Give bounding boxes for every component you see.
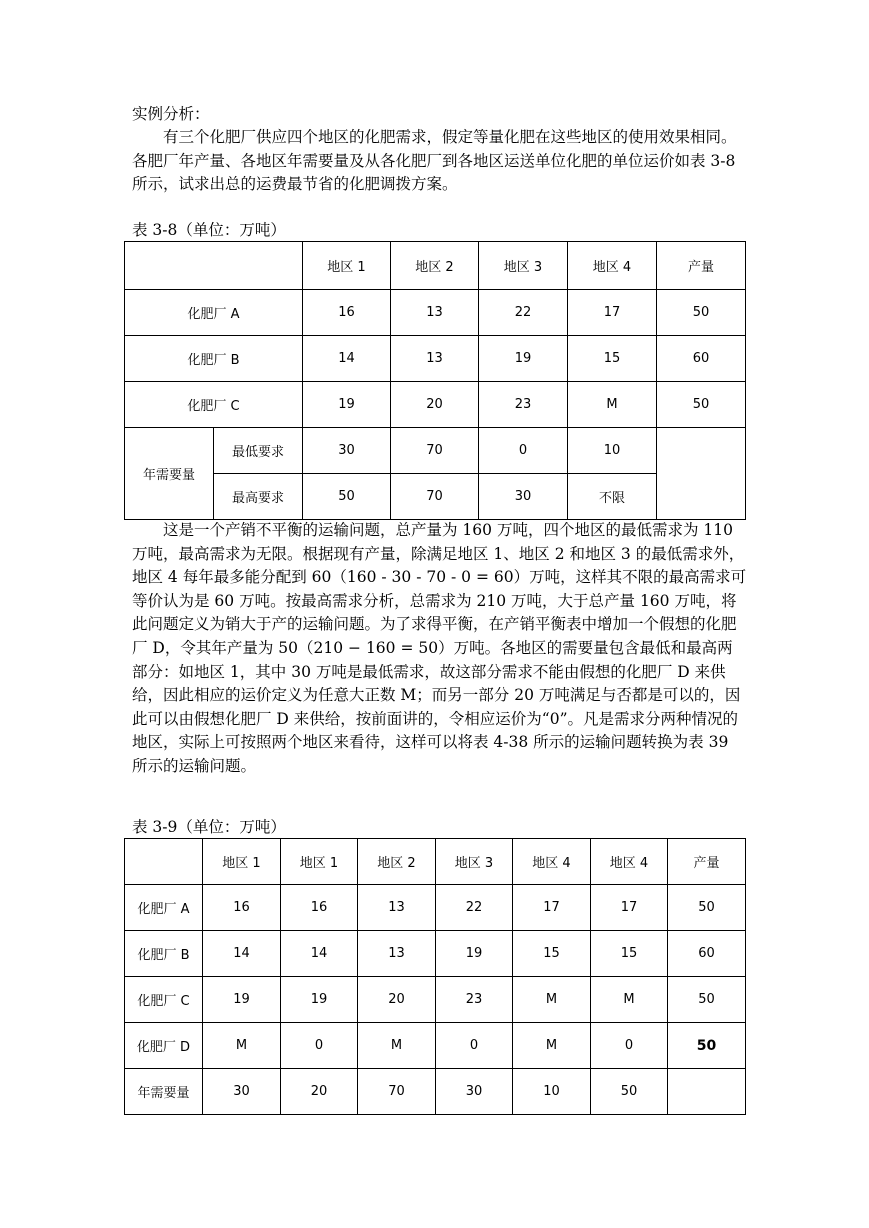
- table-header-row: [125, 839, 746, 885]
- table-cell: 50: [657, 290, 746, 336]
- table-cell: 15: [568, 336, 657, 382]
- header-cell: 地区 3: [436, 839, 513, 885]
- min-label: 最低要求: [214, 428, 303, 474]
- corner-cell: [125, 242, 303, 290]
- header-cell: 产量: [668, 839, 746, 885]
- table-cell: 19: [281, 977, 358, 1023]
- table-cell: 30: [303, 428, 391, 474]
- table-cell: M: [203, 1023, 281, 1069]
- table1-caption: 表 3-8（单位：万吨）: [132, 221, 286, 239]
- header-cell: 地区 1: [281, 839, 358, 885]
- table-cell: 50: [668, 885, 746, 931]
- header-cell: 产量: [657, 242, 746, 290]
- table-row: [125, 290, 746, 336]
- table-cell: 50: [668, 1023, 746, 1069]
- table-cell: 19: [479, 336, 568, 382]
- table-cell: 17: [591, 885, 668, 931]
- table-cell: 0: [591, 1023, 668, 1069]
- table-cell: 50: [591, 1069, 668, 1115]
- header-cell: 地区 4: [568, 242, 657, 290]
- table-cell: 13: [358, 885, 436, 931]
- table-cell: 50: [668, 977, 746, 1023]
- table-cell: M: [358, 1023, 436, 1069]
- table-cell: M: [591, 977, 668, 1023]
- table-cell: 60: [668, 931, 746, 977]
- row-label: 化肥厂 B: [125, 336, 303, 382]
- table-cell: 10: [513, 1069, 591, 1115]
- table-cell: 17: [568, 290, 657, 336]
- table-cell: 23: [436, 977, 513, 1023]
- table-cell: 50: [303, 474, 391, 520]
- equation-2: 210 − 160 = 50: [313, 638, 439, 657]
- table-cell: M: [513, 1023, 591, 1069]
- body-paragraph: [132, 519, 747, 779]
- table-cell: 14: [303, 336, 391, 382]
- row-label: 化肥厂 C: [125, 382, 303, 428]
- header-cell: 地区 3: [479, 242, 568, 290]
- table-cell: 70: [391, 428, 479, 474]
- table-cell: 16: [203, 885, 281, 931]
- table-row: [125, 428, 746, 474]
- table-cell: 30: [479, 474, 568, 520]
- table-cell: 19: [203, 977, 281, 1023]
- demand-label: 年需要量: [125, 428, 214, 520]
- table-cell: 10: [568, 428, 657, 474]
- table-cell: M: [513, 977, 591, 1023]
- table-cell: 13: [391, 336, 479, 382]
- corner-cell: [125, 839, 203, 885]
- table-cell: 14: [281, 931, 358, 977]
- empty-cell: [657, 428, 746, 520]
- body-text: ）万吨。各地区的需要量包含最低和最高两部分：如地区 1，其中 30 万吨是最低需求，故这部分需求不能由假想的化肥厂 D 来供给，因此相应的运价定义为任意大正数 M；而另一部分 20 万吨满足与否都是可以的，因此可以由假想化肥厂 D 来供给，按前面讲的，令相应运价为“0”。凡是需求分两种情况的地区，实际上可按照两个地区来看待，这样可以将表 4-38 所示的运输问题转换为表 39 所示的运输问题。: [132, 638, 741, 775]
- table-cell: 19: [436, 931, 513, 977]
- table-cell: 16: [303, 290, 391, 336]
- row-label: 化肥厂 A: [125, 885, 203, 931]
- section-heading: 实例分析：: [132, 105, 210, 123]
- table-cell: 60: [657, 336, 746, 382]
- table-3-8: [124, 241, 746, 520]
- table-cell: 20: [358, 977, 436, 1023]
- table-cell: 19: [303, 382, 391, 428]
- table-cell: 14: [203, 931, 281, 977]
- header-cell: 地区 1: [203, 839, 281, 885]
- row-label: 化肥厂 C: [125, 977, 203, 1023]
- table-cell: 0: [436, 1023, 513, 1069]
- header-cell: 地区 2: [358, 839, 436, 885]
- table-cell: 70: [391, 474, 479, 520]
- table-row: [125, 336, 746, 382]
- body-text: 这是一个产销不平衡的运输问题，总产量为 160 万吨，四个地区的最低需求为 110 万吨，最高需求为无限。根据现有产量，除满足地区 1、地区 2 和地区 3 的最低需求外，地区 4 每年最多能分配到 60（: [132, 521, 745, 587]
- table-cell: 0: [281, 1023, 358, 1069]
- table2-caption: 表 3-9（单位：万吨）: [132, 818, 286, 836]
- table-cell: 30: [203, 1069, 281, 1115]
- table-cell: 70: [358, 1069, 436, 1115]
- header-cell: 地区 4: [591, 839, 668, 885]
- table-cell: M: [568, 382, 657, 428]
- table-cell: 16: [281, 885, 358, 931]
- table-row: [125, 885, 746, 931]
- header-cell: 地区 1: [303, 242, 391, 290]
- table-cell: 13: [391, 290, 479, 336]
- row-label: 化肥厂 B: [125, 931, 203, 977]
- table-cell: 20: [391, 382, 479, 428]
- demand-label: 年需要量: [125, 1069, 203, 1115]
- table-cell: 15: [513, 931, 591, 977]
- table-row: [125, 931, 746, 977]
- intro-paragraph: 有三个化肥厂供应四个地区的化肥需求，假定等量化肥在这些地区的使用效果相同。各肥厂年产量、各地区年需要量及从各化肥厂到各地区运送单位化肥的单位运价如表 3-8 所示，试求出总的运费最节省的化肥调拨方案。: [132, 128, 737, 194]
- table-3-9: [124, 838, 746, 1115]
- table-row: [125, 1023, 746, 1069]
- table-cell: 0: [479, 428, 568, 474]
- max-label: 最高要求: [214, 474, 303, 520]
- table-cell: 不限: [568, 474, 657, 520]
- table-cell: 30: [436, 1069, 513, 1115]
- table-cell: 22: [436, 885, 513, 931]
- header-cell: 地区 4: [513, 839, 591, 885]
- table-row: [125, 382, 746, 428]
- table-cell: 50: [657, 382, 746, 428]
- table-cell: 23: [479, 382, 568, 428]
- table-cell: 15: [591, 931, 668, 977]
- table-row: [125, 1069, 746, 1115]
- row-label: 化肥厂 D: [125, 1023, 203, 1069]
- header-cell: 地区 2: [391, 242, 479, 290]
- table-header-row: [125, 242, 746, 290]
- table-cell: 13: [358, 931, 436, 977]
- table-cell: 20: [281, 1069, 358, 1115]
- empty-cell: [668, 1069, 746, 1115]
- table-cell: 17: [513, 885, 591, 931]
- row-label: 化肥厂 A: [125, 290, 303, 336]
- table-row: [125, 977, 746, 1023]
- body-text: ）万吨，这样其不限的最高需求可等价认为是 60 万吨。按最高需求分析，总需求为 210 万吨，大于总产量 160 万吨，将此问题定义为销大于产的运输问题。为了求得平衡，在产销平衡表中增加一个假想的化肥厂 D，令其年产量为 50（: [132, 568, 747, 657]
- table-cell: 22: [479, 290, 568, 336]
- equation-1: 160 - 30 - 70 - 0 = 60: [346, 568, 514, 587]
- table-row: [125, 474, 746, 520]
